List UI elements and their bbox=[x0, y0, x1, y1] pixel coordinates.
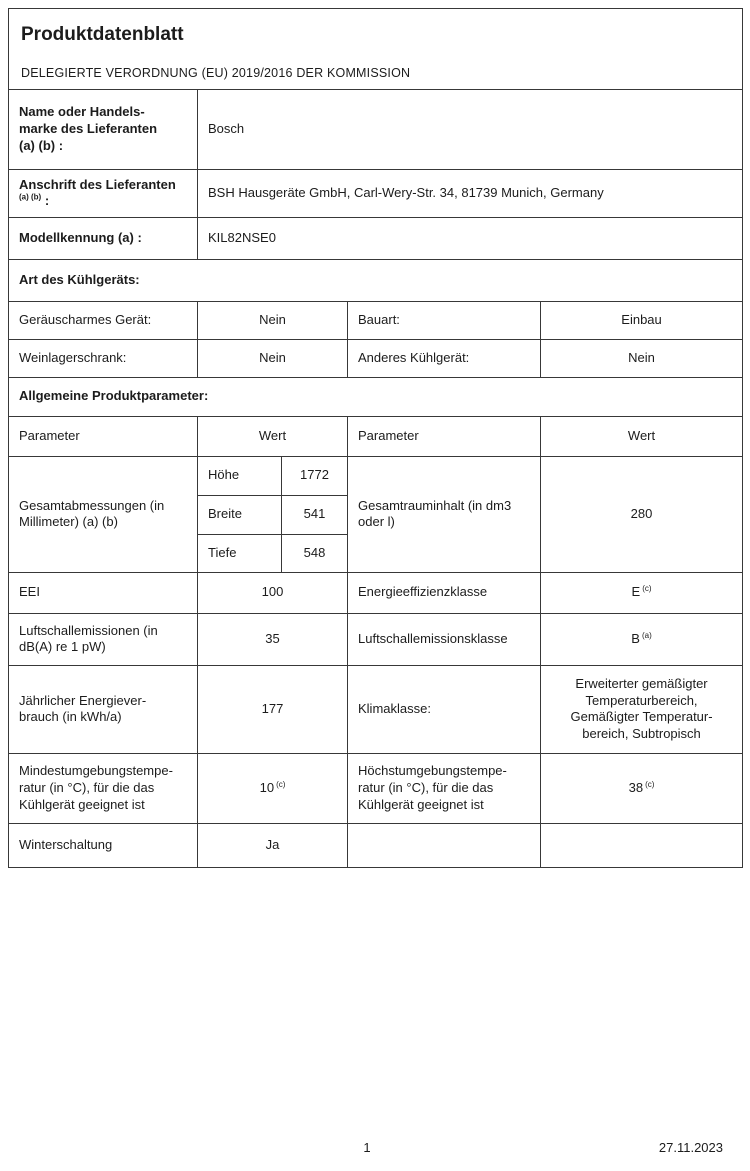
supplier-address-label bbox=[9, 169, 198, 217]
label-line: Jährlicher Energiever- bbox=[19, 692, 147, 708]
label-line: (a) (b) : bbox=[19, 137, 64, 153]
param-label bbox=[348, 753, 541, 823]
label-line: Name oder Handels- bbox=[19, 104, 145, 120]
page-title: Produktdatenblatt bbox=[21, 24, 184, 45]
value-line: Temperaturbereich, bbox=[585, 692, 698, 708]
value-line: Erweiterter gemäßigter bbox=[575, 675, 708, 691]
dimension-value: 1772 bbox=[282, 456, 348, 495]
label-text: Anschrift des Lieferanten bbox=[19, 176, 176, 192]
param-label: Bauart: bbox=[348, 301, 541, 339]
label-line: Luftschallemissionen (in bbox=[19, 622, 158, 638]
param-value bbox=[541, 613, 743, 665]
param-label: Weinlagerschrank: bbox=[9, 339, 198, 377]
label-line: Gesamtrauminhalt (in dm3 bbox=[358, 497, 512, 513]
param-label: Klimaklasse: bbox=[348, 665, 541, 753]
param-value bbox=[541, 572, 743, 613]
label-line: marke des Lieferanten bbox=[19, 120, 158, 136]
dimension-name: Tiefe bbox=[198, 534, 282, 572]
document-date: 27.11.2023 bbox=[658, 1140, 723, 1155]
label-line: Millimeter) (a) (b) bbox=[19, 514, 118, 530]
section-heading-appliance-type: Art des Kühlgeräts: bbox=[9, 259, 743, 301]
param-value: Nein bbox=[541, 339, 743, 377]
param-label bbox=[9, 665, 198, 753]
label-line: Kühlgerät geeignet ist bbox=[19, 796, 145, 812]
param-value bbox=[198, 665, 348, 753]
param-label-empty bbox=[348, 823, 541, 867]
section-heading-general-parameters: Allgemeine Produktparameter: bbox=[9, 377, 743, 416]
param-label bbox=[9, 613, 198, 665]
footnote-marker: (a) (b) bbox=[19, 193, 42, 203]
dimension-value: 548 bbox=[282, 534, 348, 572]
param-value: Nein bbox=[198, 339, 348, 377]
param-label: Energieeffizienzklasse bbox=[348, 572, 541, 613]
total-volume-value: 280 bbox=[541, 456, 743, 572]
dimension-name: Höhe bbox=[198, 456, 282, 495]
value-text: B bbox=[631, 630, 640, 646]
label-line: Mindestumgebungstempe- bbox=[19, 763, 173, 779]
param-label: Luftschallemissionsklasse bbox=[348, 613, 541, 665]
value-line: bereich, Subtropisch bbox=[582, 726, 701, 742]
value-line: Gemäßigter Temperatur- bbox=[570, 709, 713, 725]
footnote-marker: (a) bbox=[641, 630, 652, 640]
value-text: 10 bbox=[259, 779, 275, 795]
label-line: Gesamtabmessungen (in bbox=[19, 497, 165, 513]
value-text: 35 bbox=[265, 630, 280, 646]
label-line: ratur (in °C), für die das bbox=[19, 779, 155, 795]
column-header-wert-left: Wert bbox=[198, 416, 348, 456]
label-suffix bbox=[19, 193, 189, 210]
model-id-value: KIL82NSE0 bbox=[198, 217, 743, 259]
label-colon: : bbox=[44, 193, 50, 209]
param-value: Ja bbox=[198, 823, 348, 867]
title-block bbox=[9, 9, 743, 90]
dimension-value: 541 bbox=[282, 495, 348, 534]
footnote-marker: (c) bbox=[642, 584, 652, 594]
value-text: E bbox=[631, 584, 641, 600]
value-text: 38 bbox=[628, 779, 644, 795]
param-label: Anderes Kühlgerät: bbox=[348, 339, 541, 377]
model-id-label: Modellkennung (a) : bbox=[9, 217, 198, 259]
param-label: Winterschaltung bbox=[9, 823, 198, 867]
column-header-parameter-left: Parameter bbox=[9, 416, 198, 456]
dimension-name: Breite bbox=[198, 495, 282, 534]
column-header-parameter-right: Parameter bbox=[348, 416, 541, 456]
param-value bbox=[198, 613, 348, 665]
param-label: Geräuscharmes Gerät: bbox=[9, 301, 198, 339]
label-line: oder l) bbox=[358, 514, 395, 530]
label-line: Höchstumgebungstempe- bbox=[358, 763, 507, 779]
label-line: dB(A) re 1 pW) bbox=[19, 639, 106, 655]
supplier-address-value: BSH Hausgeräte GmbH, Carl-Wery-Str. 34, 81739 Munich, Germany bbox=[198, 169, 743, 217]
page-number: 1 bbox=[363, 1140, 371, 1155]
label-line: ratur (in °C), für die das bbox=[358, 779, 494, 795]
param-value bbox=[541, 665, 743, 753]
value-text: 100 bbox=[261, 584, 284, 600]
footnote-marker: (c) bbox=[276, 779, 286, 789]
dimensions-label bbox=[9, 456, 198, 572]
supplier-name-label bbox=[9, 89, 198, 169]
footnote-marker: (c) bbox=[645, 779, 655, 789]
value-text: 177 bbox=[261, 700, 284, 716]
product-datasheet-table bbox=[8, 8, 743, 868]
param-value bbox=[198, 572, 348, 613]
param-value: Einbau bbox=[541, 301, 743, 339]
param-value-empty bbox=[541, 823, 743, 867]
param-value: Nein bbox=[198, 301, 348, 339]
label-line: brauch (in kWh/a) bbox=[19, 709, 122, 725]
label-line: Kühlgerät geeignet ist bbox=[358, 796, 484, 812]
param-value bbox=[198, 753, 348, 823]
supplier-name-value: Bosch bbox=[198, 89, 743, 169]
param-label bbox=[9, 753, 198, 823]
column-header-wert-right: Wert bbox=[541, 416, 743, 456]
param-value bbox=[541, 753, 743, 823]
param-label: EEI bbox=[9, 572, 198, 613]
regulation-subtitle: DELEGIERTE VERORDNUNG (EU) 2019/2016 DER KOMMISSION bbox=[21, 65, 411, 80]
total-volume-label bbox=[348, 456, 541, 572]
